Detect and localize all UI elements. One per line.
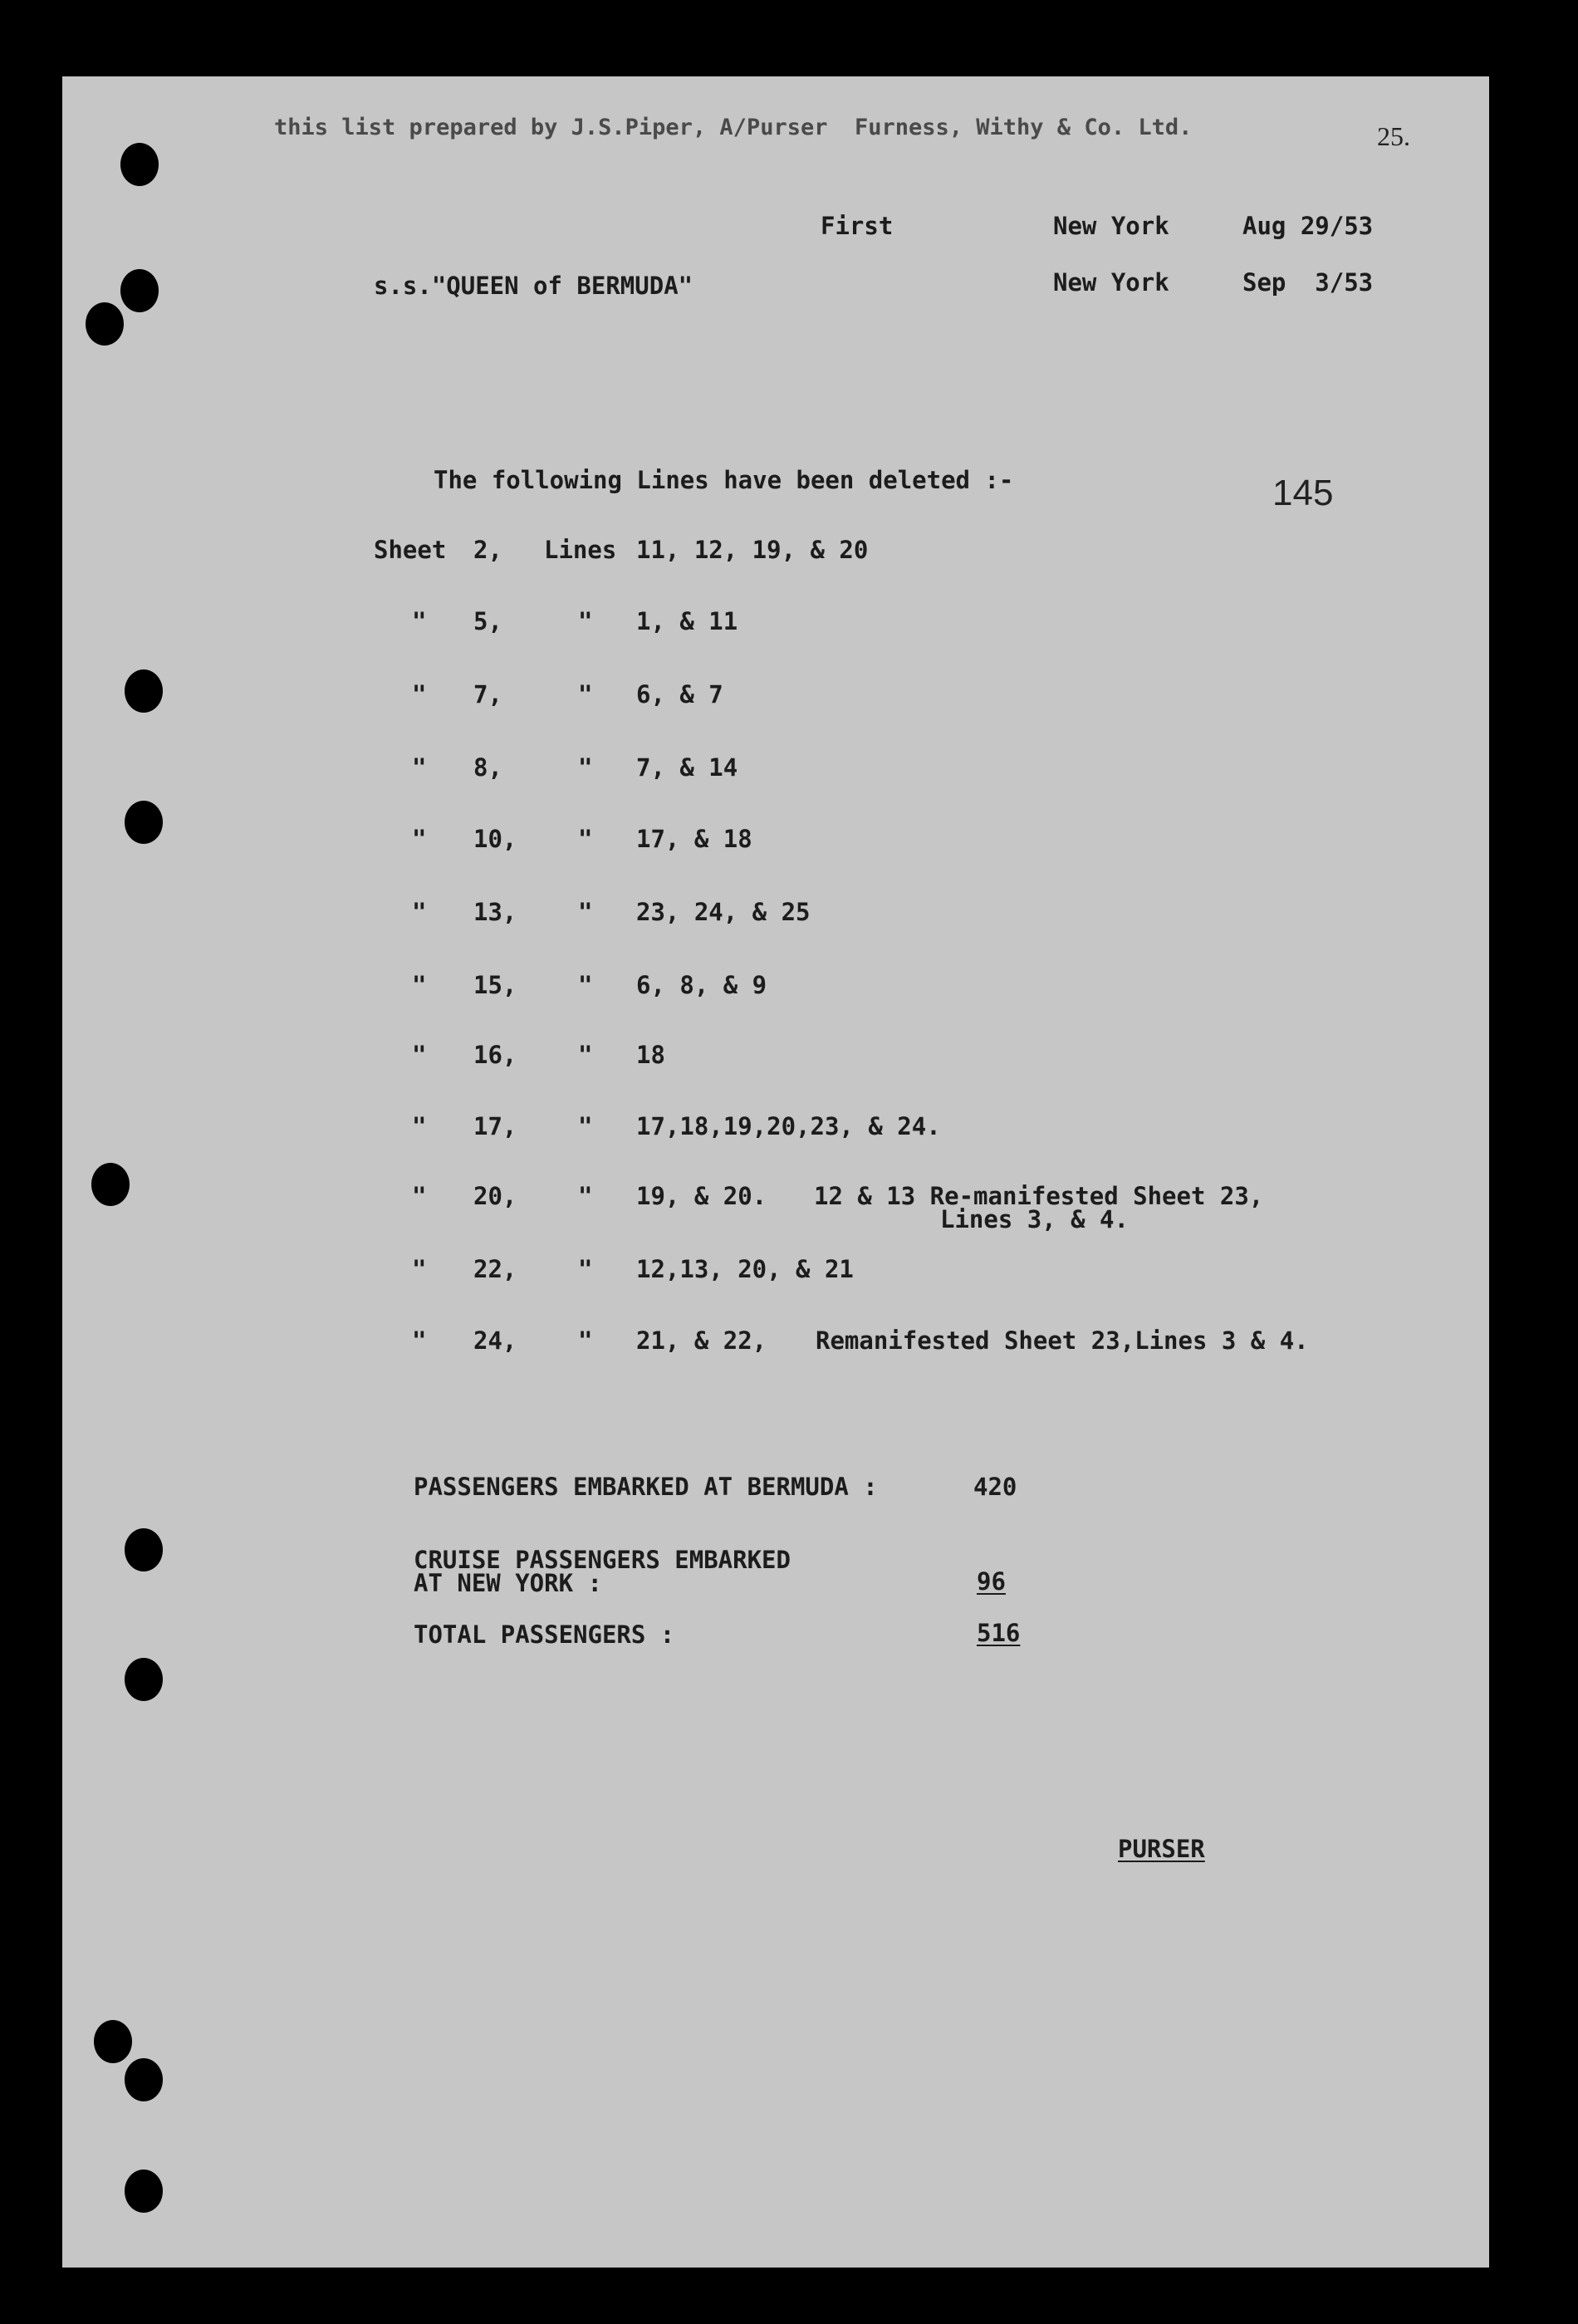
- arrival-date: Sep 3/53: [1242, 268, 1374, 297]
- sheet-number: 22,: [473, 1255, 517, 1283]
- line-numbers: 1, & 11: [636, 607, 738, 635]
- lines-label: ": [578, 1182, 593, 1210]
- lines-label: ": [578, 825, 593, 853]
- bermuda-passengers-value: 420: [973, 1473, 1017, 1501]
- sheet-label: ": [412, 898, 427, 926]
- line-numbers: 19, & 20.: [636, 1182, 767, 1210]
- line-numbers: 17, & 18: [636, 825, 752, 853]
- bermuda-passengers-label: PASSENGERS EMBARKED AT BERMUDA :: [414, 1473, 878, 1501]
- document-page: [62, 76, 1489, 2268]
- lines-label: ": [578, 898, 593, 926]
- sheet-label: ": [412, 825, 427, 853]
- total-passengers-value: 516: [977, 1619, 1021, 1647]
- sheet-number: 20,: [473, 1182, 517, 1210]
- ship-name: s.s."QUEEN of BERMUDA": [374, 272, 693, 300]
- line-numbers: 21, & 22,: [636, 1326, 767, 1355]
- sheet-number: 8,: [473, 753, 502, 782]
- sheet-label: ": [412, 607, 427, 635]
- sheet-number: 24,: [473, 1326, 517, 1355]
- departure-date: Aug 29/53: [1242, 212, 1374, 240]
- cruise-passengers-label-line-2: AT NEW YORK :: [414, 1569, 602, 1597]
- arrival-port: New York: [1053, 268, 1169, 297]
- remanifest-note: 12 & 13 Re-manifested Sheet 23,: [814, 1182, 1264, 1210]
- departure-port: New York: [1053, 212, 1169, 240]
- punch-hole: [125, 669, 163, 713]
- line-numbers: 23, 24, & 25: [636, 898, 811, 926]
- lines-label: ": [578, 1112, 593, 1140]
- deleted-lines-heading: The following Lines have been deleted :-: [434, 466, 1014, 494]
- punch-hole: [91, 1163, 130, 1206]
- sheet-label: ": [412, 753, 427, 782]
- remanifest-note: Remanifested Sheet 23,Lines 3 & 4.: [816, 1326, 1309, 1355]
- passenger-class: First: [821, 212, 894, 240]
- page-number: 25.: [1377, 121, 1410, 151]
- lines-label: ": [578, 607, 593, 635]
- sheet-number: 17,: [473, 1112, 517, 1140]
- sheet-number: 16,: [473, 1041, 517, 1069]
- remanifest-note-line-2: Lines 3, & 4.: [940, 1205, 1129, 1233]
- sheet-number: 2,: [473, 536, 502, 564]
- punch-hole: [125, 1528, 163, 1571]
- sheet-label: ": [412, 1182, 427, 1210]
- line-numbers: 18: [636, 1041, 665, 1069]
- line-numbers: 6, & 7: [636, 680, 723, 708]
- sheet-label: ": [412, 680, 427, 708]
- punch-hole: [125, 801, 163, 844]
- cruise-passengers-label-line-1: CRUISE PASSENGERS EMBARKED: [414, 1546, 791, 1574]
- lines-label: ": [578, 1041, 593, 1069]
- sheet-number: 10,: [473, 825, 517, 853]
- purser-signature-label: PURSER: [1118, 1835, 1205, 1863]
- punch-hole: [125, 2058, 163, 2101]
- sheet-number: 7,: [473, 680, 502, 708]
- lines-label: ": [578, 680, 593, 708]
- sheet-label: ": [412, 1326, 427, 1355]
- punch-hole: [94, 2020, 132, 2063]
- lines-label: ": [578, 753, 593, 782]
- sheet-label: ": [412, 1255, 427, 1283]
- punch-hole: [120, 143, 159, 186]
- sheet-label: ": [412, 1112, 427, 1140]
- punch-hole: [125, 2170, 163, 2213]
- sheet-label: Sheet: [374, 536, 447, 564]
- punch-hole: [125, 1658, 163, 1701]
- line-numbers: 17,18,19,20,23, & 24.: [636, 1112, 941, 1140]
- sheet-label: ": [412, 1041, 427, 1069]
- lines-label: Lines: [544, 536, 617, 564]
- total-passengers-label: TOTAL PASSENGERS :: [414, 1620, 675, 1649]
- punch-hole: [120, 269, 159, 312]
- line-numbers: 12,13, 20, & 21: [636, 1255, 854, 1283]
- sheet-number: 5,: [473, 607, 502, 635]
- line-numbers: 6, 8, & 9: [636, 971, 767, 999]
- lines-label: ": [578, 971, 593, 999]
- lines-label: ": [578, 1326, 593, 1355]
- sheet-label: ": [412, 971, 427, 999]
- preparer-note: this list prepared by J.S.Piper, A/Purser Furness, Withy & Co. Ltd.: [274, 115, 1193, 140]
- line-numbers: 7, & 14: [636, 753, 738, 782]
- punch-hole: [86, 302, 124, 346]
- line-numbers: 11, 12, 19, & 20: [636, 536, 869, 564]
- stamp-number: 145: [1272, 473, 1334, 513]
- lines-label: ": [578, 1255, 593, 1283]
- sheet-number: 13,: [473, 898, 517, 926]
- sheet-number: 15,: [473, 971, 517, 999]
- cruise-passengers-value: 96: [977, 1567, 1006, 1596]
